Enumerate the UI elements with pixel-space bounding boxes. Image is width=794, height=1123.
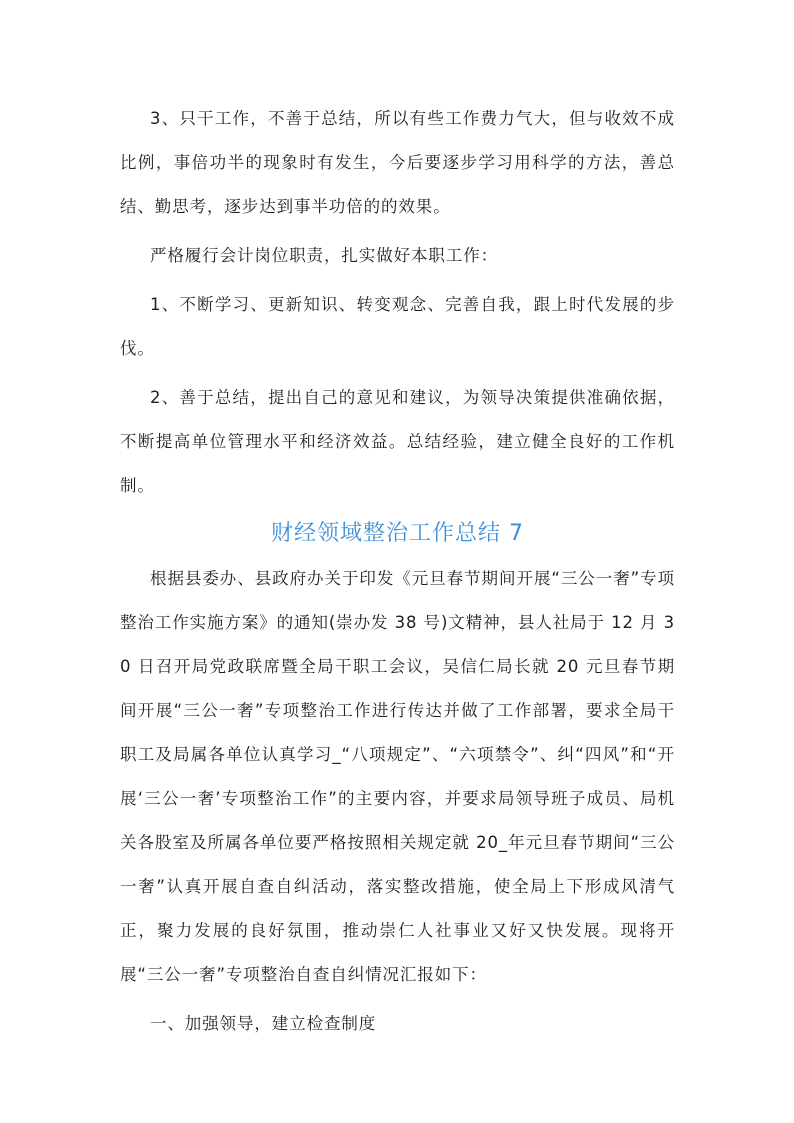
section-title: 财经领域整治工作总结 7 (271, 521, 524, 546)
paragraph-duty-intro: 严格履行会计岗位职责，扎实做好本职工作： (150, 246, 498, 265)
paragraph-section-one-heading: 一、加强领导，建立检查制度 (150, 1014, 377, 1033)
paragraph-point-3: 3、只干工作，不善于总结，所以有些工作费力气大，但与收效不成比例，事倍功半的现象时有发生，今后要逐步学习用科学的方法，善总结、勤思考，逐步达到事半功倍的的效果。 (120, 109, 675, 216)
document-body (120, 97, 675, 1051)
paragraph-duty-2: 2、善于总结，提出自己的意见和建议，为领导决策提供准确依据，不断提高单位管理水平和经济效益。总结经验，建立健全良好的工作机制。 (120, 388, 675, 495)
paragraph-duty-1: 1、不断学习、更新知识、转变观念、完善自我，跟上时代发展的步伐。 (120, 295, 675, 358)
paragraph-report-body: 根据县委办、县政府办关于印发《元旦春节期间开展“三公一奢”专项整治工作实施方案》的通知(崇办发 38 号)文精神，县人社局于 12 月 30 日召开局党政联席暨全局干职工会议，吴信仁局长就 20 元旦春节期间开展“三公一奢”专项整治工作进行传达并做了工作部署，要求全局干职工及局属各单位认真学习_“八项规定”、“六项禁令”、纠“四风”和“开展‘三公一奢’专项整治工作”的主要内容，并要求局领导班子成员、局机关各股室及所属各单位要严格按照相关规定就 20_年元旦春节期间“三公一奢”认真开展自查自纠活动，落实整改措施，使全局上下形成风清气正，聚力发展的良好氛围，推动崇仁人社事业又好又快发展。现将开展“三公一奢”专项整治自查自纠情况汇报如下： (120, 569, 675, 984)
